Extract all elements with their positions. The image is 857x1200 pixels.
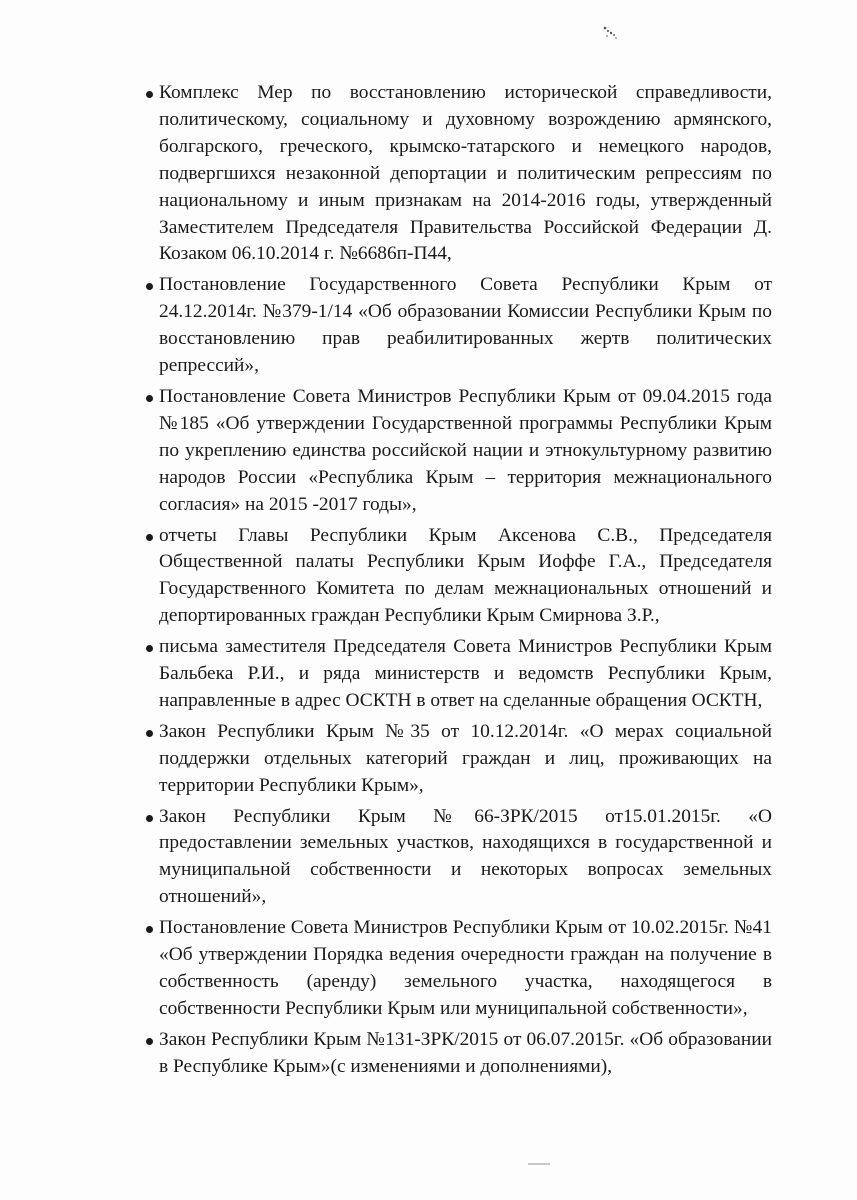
document-bullet-list bbox=[146, 80, 772, 1085]
list-item bbox=[146, 915, 772, 1023]
bullet-icon bbox=[146, 534, 153, 541]
list-item bbox=[146, 384, 772, 519]
list-item-text: Постановление Государственного Совета Республики Крым от 24.12.2014г. №379-1/14 «Об образовании Комиссии Республики Крым по восстановлению прав реабилитированных жертв политических репрессий», bbox=[159, 274, 772, 377]
list-item bbox=[146, 804, 772, 912]
list-item bbox=[146, 523, 772, 631]
list-item bbox=[146, 719, 772, 800]
list-item-text: Комплекс Мер по восстановлению исторической справедливости, политическому, социальному и духовному возрождению армянского, болгарского, греческого, крымско-татарского и немецкого народов, подвергшихся незаконной депортации и политическим репрессиям по национальному и иным признакам на 2014-2016 годы, утвержденный Заместителем Председателя Правительства Российской Федерации Д. Козаком 06.10.2014 г. №6686п-П44, bbox=[159, 82, 772, 265]
list-item-text: отчеты Главы Республики Крым Аксенова С.В., Председателя Общественной палаты Республики Крым Иоффе Г.А., Председателя Государственного Комитета по делам межнациональных отношений и депортированных граждан Республики Крым Смирнова З.Р., bbox=[159, 524, 772, 627]
list-item-text: Закон Республики Крым №131-ЗРК/2015 от 06.07.2015г. «Об образовании в Республике Крым»(с изменениями и дополнениями), bbox=[159, 1028, 772, 1077]
bullet-icon bbox=[146, 283, 153, 290]
bullet-icon bbox=[146, 1038, 153, 1045]
list-item-text: письма заместителя Председателя Совета Министров Республики Крым Бальбека Р.И., и ряда министерств и ведомств Республики Крым, направленные в адрес ОСКТН в ответ на сделанные обращения ОСКТН, bbox=[159, 636, 772, 711]
list-item bbox=[146, 1027, 772, 1081]
list-item bbox=[146, 272, 772, 380]
scan-artifact-line bbox=[528, 1163, 550, 1165]
bullet-icon bbox=[146, 395, 153, 402]
list-item bbox=[146, 80, 772, 268]
list-item-text: Закон Республики Крым №66-ЗРК/2015 от15.01.2015г. «О предоставлении земельных участков, находящихся в государственной и муниципальной собственности и некоторых вопросах земельных отношений», bbox=[159, 805, 772, 908]
scan-artifact-mark bbox=[596, 22, 622, 44]
list-item-text: Закон Республики Крым №35 от 10.12.2014г. «О мерах социальной поддержки отдельных категорий граждан и лиц, проживающих на территории Республики Крым», bbox=[159, 720, 772, 796]
list-item bbox=[146, 634, 772, 715]
list-item-text: Постановление Совета Министров Республики Крым от 09.04.2015 года №185 «Об утверждении Государственной программы Республики Крым по укреплению единства российской нации и этнокультурному развитию народов России «Республика Крым – территория межнационального согласия» на 2015 -2017 годы», bbox=[159, 385, 772, 515]
bullet-icon bbox=[146, 91, 153, 98]
bullet-icon bbox=[146, 815, 153, 822]
bullet-icon bbox=[146, 926, 153, 933]
bullet-icon bbox=[146, 730, 153, 737]
bullet-icon bbox=[146, 645, 153, 652]
list-item-text: Постановление Совета Министров Республики Крым от 10.02.2015г. №41 «Об утверждении Порядка ведения очередности граждан на получение в собственность (аренду) земельного участка, находящегося в собственности Республики Крым или муниципальной собственности», bbox=[159, 917, 772, 1019]
